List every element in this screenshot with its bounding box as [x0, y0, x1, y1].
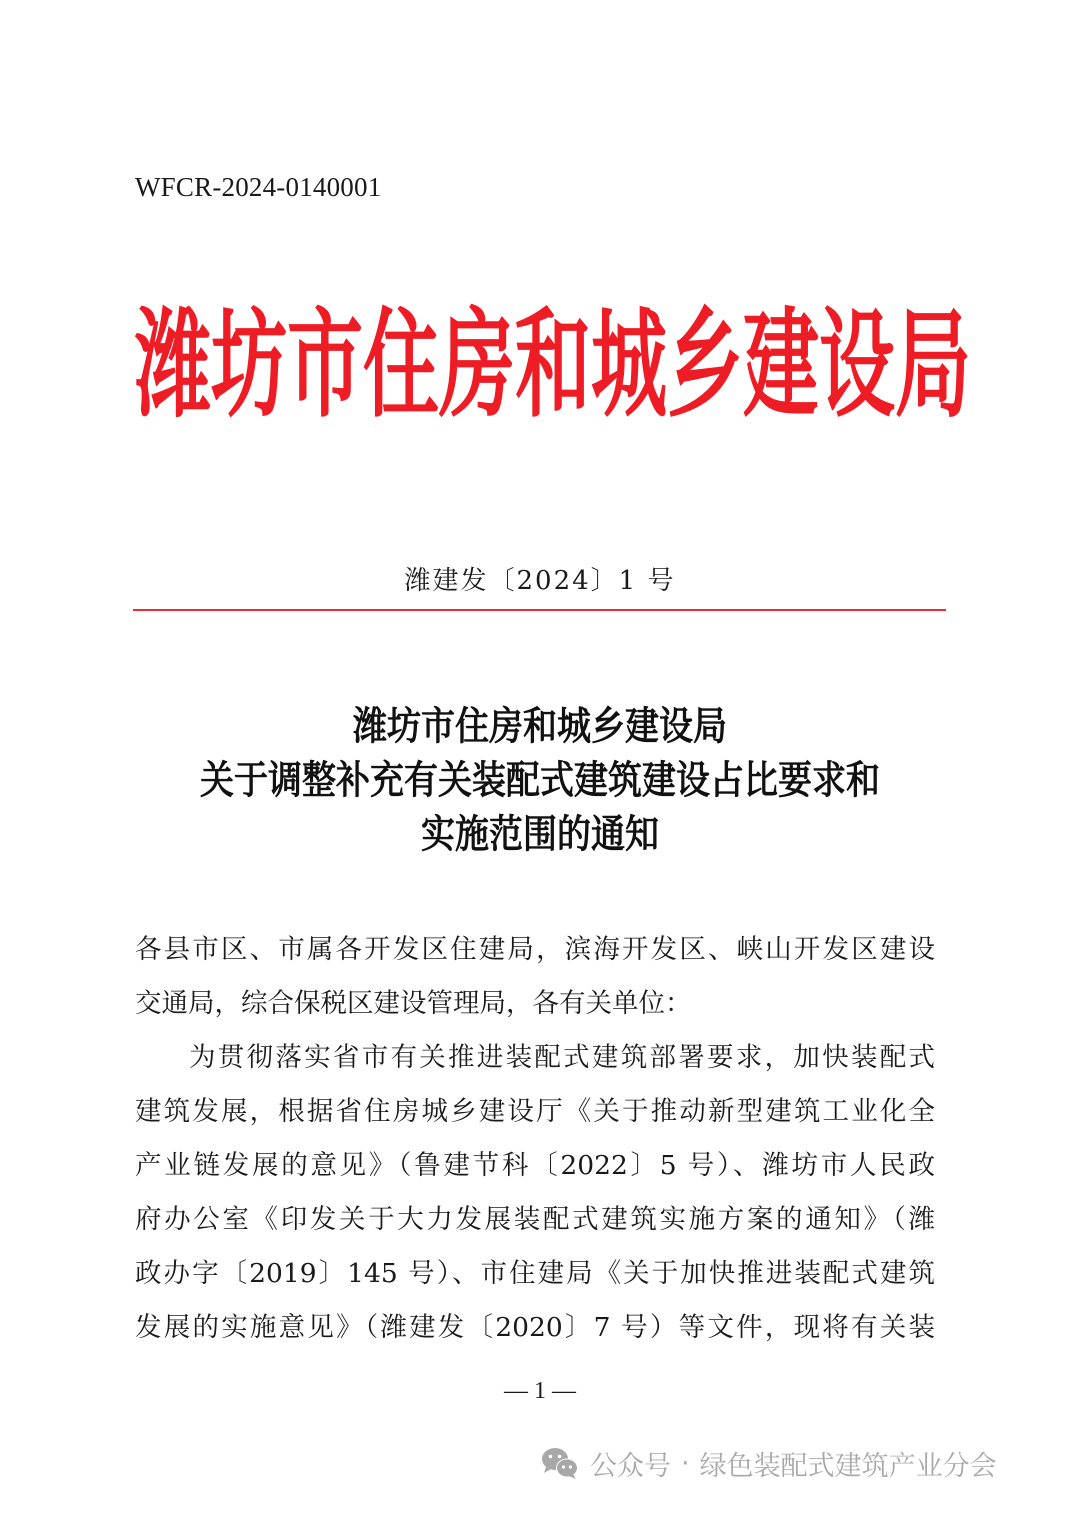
- body-paragraph-line: 产业链发展的意见》（鲁建节科〔2022〕5 号）、潍坊市人民政: [135, 1150, 935, 1181]
- watermark-account-name: 绿色装配式建筑产业分会: [699, 1450, 997, 1482]
- header-char: 城: [591, 295, 667, 434]
- header-char: 设: [819, 295, 895, 434]
- body-paragraph-line: 政办字〔2019〕145 号）、市住建局《关于加快推进装配式建筑: [135, 1258, 935, 1289]
- title-line: 潍坊市住房和城乡建设局: [353, 704, 727, 750]
- document-body: [135, 928, 935, 1360]
- header-char: 坊: [211, 295, 287, 434]
- header-char: 市: [287, 295, 363, 434]
- addressee-line: 交通局，综合保税区建设管理局，各有关单位：: [135, 988, 692, 1019]
- document-code: WFCR-2024-0140001: [135, 172, 382, 202]
- page-number: — 1 —: [504, 1378, 576, 1404]
- title-line: 关于调整补充有关装配式建筑建设占比要求和: [200, 758, 880, 804]
- body-paragraph-line: 发展的实施意见》（潍建发〔2020〕7 号）等文件，现将有关装: [135, 1312, 935, 1343]
- watermark-separator: ·: [681, 1447, 690, 1479]
- wechat-watermark: [540, 1443, 997, 1483]
- header-char: 房: [439, 295, 515, 434]
- header-char: 建: [743, 295, 819, 434]
- issuing-authority-header: [135, 295, 971, 434]
- wechat-icon: [540, 1445, 580, 1481]
- header-char: 住: [363, 295, 439, 434]
- header-char: 局: [895, 295, 971, 434]
- header-char: 潍: [135, 295, 211, 434]
- addressee-line: 各县市区、市属各开发区住建局，滨海开发区、峡山开发区建设: [135, 934, 935, 965]
- header-char: 和: [515, 295, 591, 434]
- red-divider: [133, 609, 946, 611]
- header-char: 乡: [667, 295, 743, 434]
- body-paragraph-line: 为贯彻落实省市有关推进装配式建筑部署要求，加快装配式: [189, 1042, 935, 1073]
- body-paragraph-line: 府办公室《印发关于大力发展装配式建筑实施方案的通知》（潍: [135, 1204, 935, 1235]
- body-paragraph-line: 建筑发展，根据省住房城乡建设厅《关于推动新型建筑工业化全: [135, 1096, 935, 1127]
- document-number: 潍建发〔2024〕1 号: [404, 566, 676, 596]
- title-line: 实施范围的通知: [421, 812, 659, 858]
- watermark-label: 公众号: [590, 1450, 671, 1482]
- document-title: [0, 700, 1080, 862]
